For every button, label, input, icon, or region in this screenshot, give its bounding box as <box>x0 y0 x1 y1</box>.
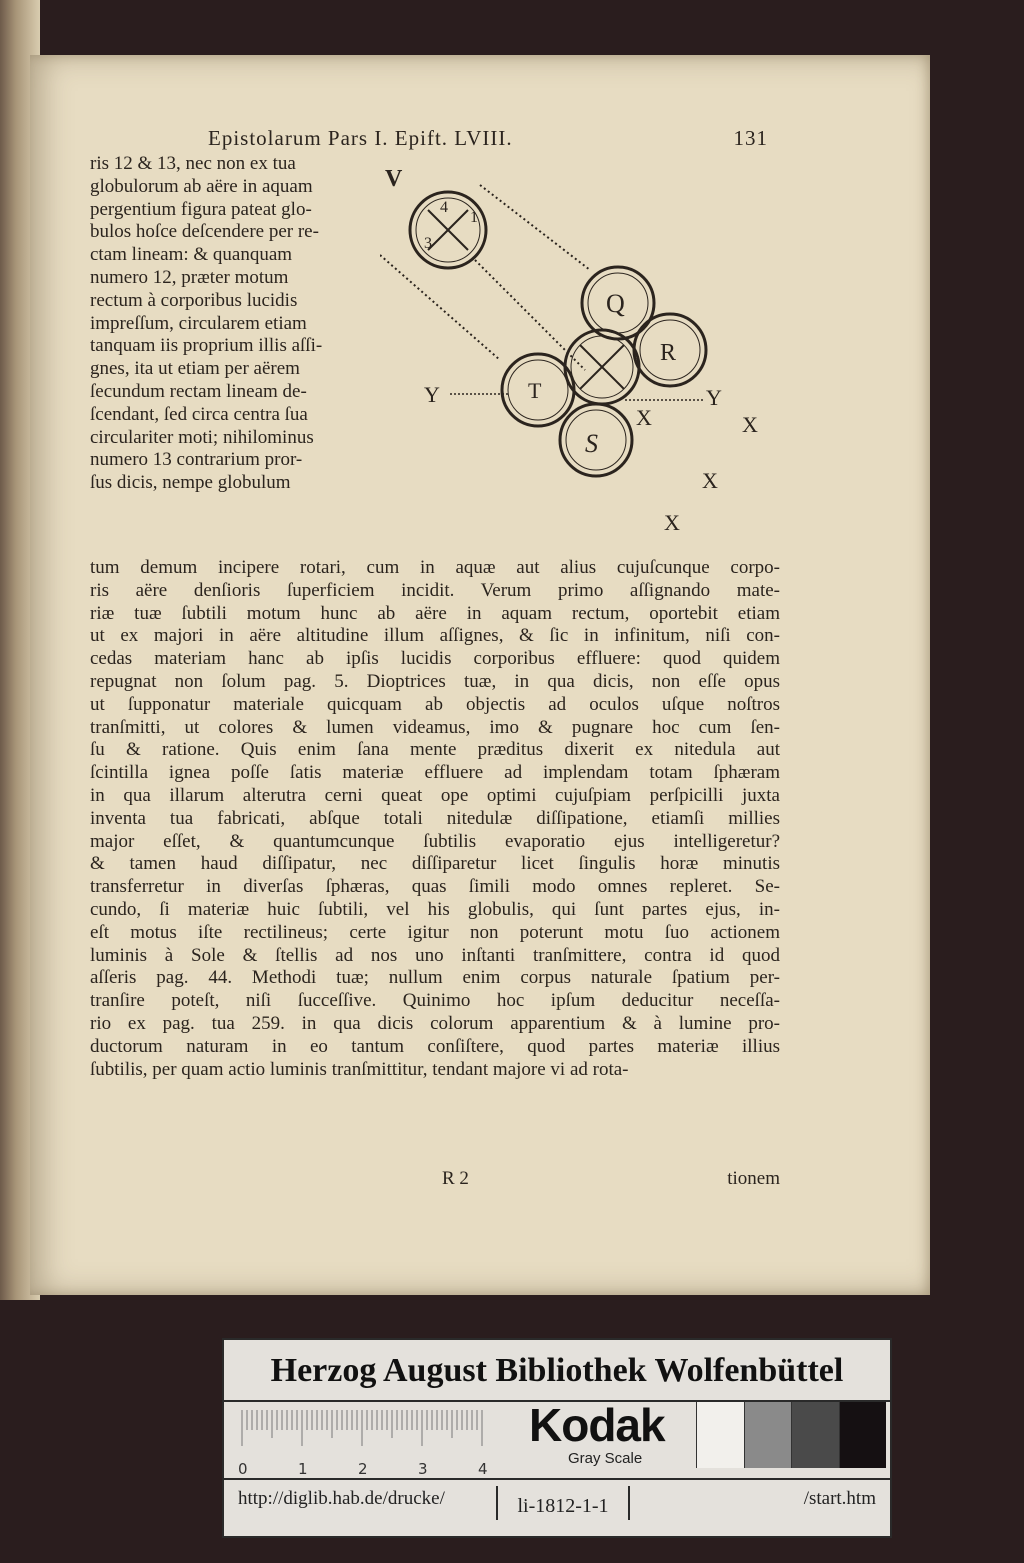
card-divider <box>224 1478 890 1480</box>
text-line: ſubtilis, per quam actio luminis tranſmittitur, tendant majore vi ad rota- <box>90 1058 629 1080</box>
ruler-number: 3 <box>418 1460 428 1478</box>
text-line: luminis à Sole & ſtellis ad nos uno inſtanti tranſmittere, contra id quod <box>90 944 780 966</box>
text-line: aſſeris pag. 44. Methodi tuæ; nullum enim corpus naturale ſpatium per- <box>90 967 780 989</box>
page-number: 131 <box>733 126 768 150</box>
text-line: cundo, ſi materiæ huic ſubtili, vel his globulis, qui ſunt partes ejus, in- <box>90 898 780 920</box>
text-line: ſecundum rectam lineam de- <box>90 380 307 402</box>
text-line: ctam lineam: & quanquam <box>90 244 293 266</box>
text-line: ſus dicis, nempe globulum <box>90 472 291 494</box>
color-target-card <box>222 1338 892 1538</box>
text-line: inventa tua fabricati, abſque totali nitedulæ diſſipatione, etiamſi millies <box>90 807 780 829</box>
text-line: globulorum ab aëre in aquam <box>90 175 313 197</box>
label-s: S <box>585 429 598 458</box>
ruler-number: 4 <box>478 1460 488 1478</box>
globule-center <box>565 330 639 404</box>
text-line: pergentium figura pateat glo- <box>90 198 312 220</box>
text-line: gnes, ita ut etiam per aërem <box>90 358 300 380</box>
text-line: tranſire poteſt, niſi ſucceſſive. Quinimo hoc ipſum deducitur neceſſa- <box>90 990 780 1012</box>
running-header <box>208 126 768 156</box>
text-line: numero 12, præter motum <box>90 266 289 288</box>
text-line: cedas materiam hanc ab ipſis lucidis corporibus effluere: quod quidem <box>90 648 780 670</box>
text-line: rectum à corporibus lucidis <box>90 289 298 311</box>
label-v: V <box>385 166 403 192</box>
ruler-number: 0 <box>238 1460 248 1478</box>
page-footer <box>90 1168 780 1194</box>
text-line: ris aëre denſioris ſuperficiem incidit. Verum primo aſſignando mate- <box>90 579 780 601</box>
main-text-body <box>90 557 780 1081</box>
gray-scale-caption: Gray Scale <box>568 1450 643 1467</box>
gray-patch <box>839 1402 887 1468</box>
ray-line <box>380 255 500 360</box>
text-line: repugnat non ſolum pag. 5. Dioptrices tuæ, in qua dicis, non eſſe opus <box>90 670 780 692</box>
text-line: tranſmitti, ut colores & lumen videamus, imo & pugnare hoc cum ſen- <box>90 716 780 738</box>
label-y-right: Y <box>706 385 722 410</box>
label-x3: X <box>702 468 718 493</box>
text-line: ſcintilla ignea poſſe ſatis materiæ effluere ad implendam totam ſphæram <box>90 762 780 784</box>
text-line: ut ex majori in aëre altitudine illum aſſignes, & ſic in infinitum, niſi con- <box>90 625 780 647</box>
ruler-number: 1 <box>298 1460 308 1478</box>
label-y-left: Y <box>424 382 440 407</box>
signature-mark: R 2 <box>442 1168 469 1189</box>
scale-ruler <box>238 1406 488 1478</box>
text-line: major eſſet, & quantumcunque ſubtilis evaporatio ejus intelligeretur? <box>90 830 780 852</box>
label-x4: X <box>664 510 680 535</box>
kodak-logo: Kodak <box>529 1399 665 1451</box>
url-prefix: http://diglib.hab.de/drucke/ <box>238 1488 445 1509</box>
text-line: tum demum incipere rotari, cum in aquæ aut alius cujuſcunque corpo- <box>90 557 780 578</box>
text-line: tanquam iis proprium illis aſſi- <box>90 335 323 357</box>
side-text-column <box>90 153 390 495</box>
text-line: & tamen haud diſſipatur, nec diſſiparetur licet ſingulis horæ minutis <box>90 853 780 875</box>
text-line: numero 13 contrarium pror- <box>90 449 303 471</box>
text-line: ſcendant, ſed circa centra ſua <box>90 403 308 425</box>
label-q: Q <box>606 289 625 318</box>
gray-patch <box>791 1402 839 1468</box>
library-title: Herzog August Bibliothek Wolfenbüttel <box>270 1352 844 1389</box>
text-line: circulariter moti; nihilominus <box>90 426 314 448</box>
label-r: R <box>660 340 677 366</box>
label-4: 4 <box>440 199 448 216</box>
url-suffix: /start.htm <box>803 1488 876 1509</box>
text-line: ſu & ratione. Quis enim ſana mente præditus dixerit ex nitedula aut <box>90 739 780 761</box>
text-line: riæ tuæ ſubtili motum hunc ab aëre in aquam rectum, oportebit etiam <box>90 602 780 624</box>
text-line: ut ſupponatur materiale quicquam ab objectis ad oculos uſque noſtros <box>90 693 780 715</box>
ray-line <box>480 185 590 270</box>
text-line: rio ex pag. tua 259. in qua dicis colorum apparentium & à lumine pro- <box>90 1012 780 1034</box>
gray-patch <box>696 1402 744 1468</box>
label-t: T <box>528 378 542 403</box>
gray-patch <box>744 1402 792 1468</box>
label-x1: X <box>636 405 652 430</box>
globules-diagram <box>380 160 800 560</box>
label-3: 3 <box>424 235 432 252</box>
text-line: transferretur in diverſas ſphæras, quas ſimili modo omnes repleret. Se- <box>90 876 780 898</box>
text-line: impreſſum, circularem etiam <box>90 312 307 334</box>
shelfmark: li-1812-1-1 <box>496 1486 630 1520</box>
text-line: ductorum naturam in eo tantum conſiſtere, quod partes materiæ illius <box>90 1035 780 1057</box>
gray-patches <box>696 1402 886 1468</box>
running-head: Epistolarum Pars I. Epift. LVIII. <box>208 126 513 150</box>
label-1: 1 <box>470 209 478 226</box>
text-line: ris 12 & 13, nec non ex tua <box>90 153 296 174</box>
text-line: eſt motus iſte rectilineus; certe igitur non poterunt motu ſuo actionem <box>90 921 780 943</box>
globule-v <box>410 192 486 268</box>
label-x2: X <box>742 412 758 437</box>
catchword: tionem <box>727 1168 780 1189</box>
text-line: bulos hoſce deſcendere per re- <box>90 221 319 243</box>
text-line: in qua illarum alterutra cerni queat ope optimi cujuſpiam perſpicilli juxta <box>90 784 780 806</box>
ruler-number: 2 <box>358 1460 368 1478</box>
